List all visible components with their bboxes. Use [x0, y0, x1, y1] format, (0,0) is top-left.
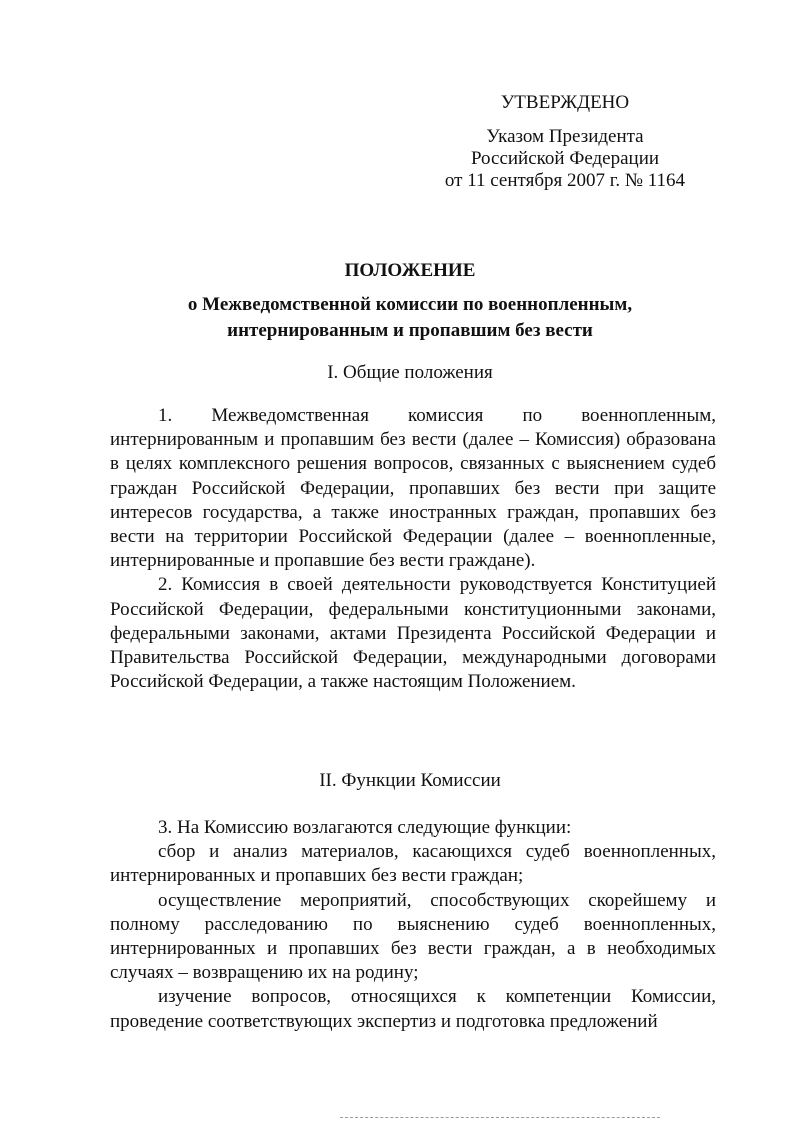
section2-body [110, 816, 716, 1034]
scan-edge-mark [340, 1117, 660, 1119]
paragraph-5: осуществление мероприятий, способствующих скорейшему и полному расследованию по выяснению судеб военнопленных, интернированных и пропавших без вести граждан, а в необходимых случаях – возвращению их на родину; [110, 889, 716, 984]
section1-body [110, 404, 716, 694]
paragraph-6: изучение вопросов, относящихся к компетенции Комиссии, проведение соответствующих экспертиз и подготовка предложений [110, 986, 716, 1032]
approval-date: от 11 сентября 2007 г. № 1164 [444, 170, 686, 191]
approval-stamp [420, 92, 710, 192]
approval-decree: Указом Президента [486, 126, 644, 147]
paragraph-1: 1. Межведомственная комиссия по военнопленным, интернированным и пропавшим без вести (далее – Комиссия) образована в целях комплексного решения вопросов, связанных с выяснением судеб граждан Российской Федерации, пропавших без вести при защите интересов государства, а также иностранных граждан, пропавших без вести на территории Российской Федерации (далее – военнопленные, интернированные и пропавшие без вести граждане). [110, 405, 716, 572]
approval-approved: УТВЕРЖДЕНО [500, 92, 630, 113]
document-title: ПОЛОЖЕНИЕ [344, 260, 476, 281]
paragraph-2: 2. Комиссия в своей деятельности руководствуется Конституцией Российской Федерации, федеральными конституционными законами, федеральными законами, актами Президента Российской Федерации и Правительства Российской Федерации, международными договорами Российской Федерации, а также настоящим Положением. [110, 574, 716, 693]
section1-heading: I. Общие положения [327, 362, 493, 383]
paragraph-3: 3. На Комиссию возлагаются следующие функции: [158, 817, 572, 838]
section2-heading: II. Функции Комиссии [319, 770, 501, 791]
title-block [110, 260, 710, 344]
document-subtitle-line2: интернированным и пропавшим без вести [227, 320, 593, 341]
document-subtitle-line1: о Межведомственной комиссии по военнопленным, [187, 294, 633, 315]
paragraph-4: сбор и анализ материалов, касающихся судеб военнопленных, интернированных и пропавших без вести граждан; [110, 841, 716, 887]
approval-country: Российской Федерации [470, 148, 660, 169]
